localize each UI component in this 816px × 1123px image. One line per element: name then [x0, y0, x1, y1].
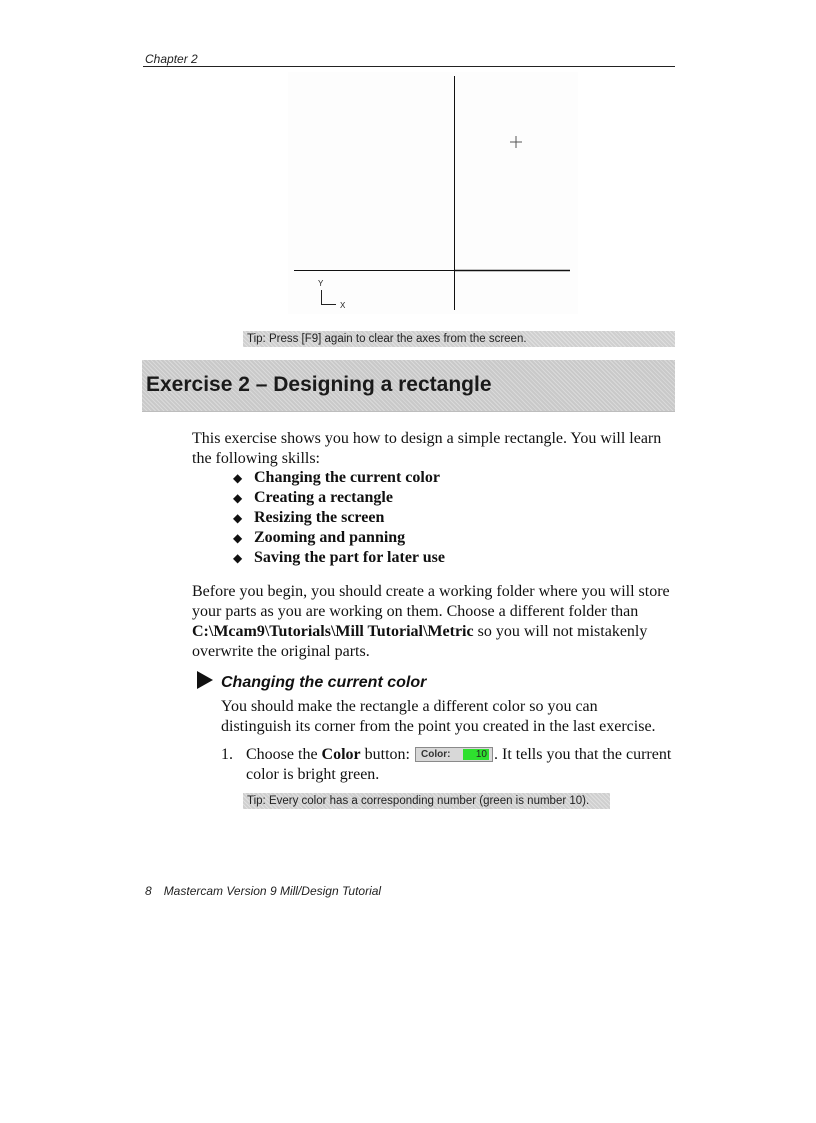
skill-label: Saving the part for later use	[254, 549, 445, 566]
skill-label: Resizing the screen	[254, 509, 385, 526]
color-button[interactable]	[415, 747, 493, 762]
diamond-bullet-icon: ◆	[233, 551, 243, 565]
paragraph-text: Before you begin, you should create a working folder where you will store your parts as you are working on them. Choose a different folder than	[192, 583, 670, 620]
list-item	[233, 508, 445, 528]
list-item	[233, 548, 445, 568]
step-text-part: button:	[360, 746, 414, 763]
exercise-heading-band	[142, 360, 675, 412]
skill-label: Creating a rectangle	[254, 489, 393, 506]
axis-label-x: X	[340, 301, 346, 310]
paragraph-text: so you will not mistakenly overwrite the original parts.	[192, 623, 648, 660]
page-footer	[145, 884, 381, 898]
procedure-arrow-icon	[197, 671, 213, 689]
skills-list	[233, 468, 445, 568]
tip-box	[243, 793, 610, 809]
axis-label-y: Y	[318, 279, 324, 288]
axes-drawing	[288, 72, 578, 314]
header-rule	[143, 66, 675, 67]
color-button-value: 10	[463, 749, 489, 760]
page-number: 8	[145, 884, 152, 898]
list-item	[233, 468, 445, 488]
working-folder-paragraph	[192, 582, 677, 662]
diamond-bullet-icon: ◆	[233, 491, 243, 505]
procedure-heading: Changing the current color	[221, 674, 427, 691]
step-bold-term: Color	[321, 746, 361, 763]
folder-path: C:\Mcam9\Tutorials\Mill Tutorial\Metric	[192, 623, 474, 640]
list-item	[233, 528, 445, 548]
skill-label: Zooming and panning	[254, 529, 406, 546]
intro-paragraph: This exercise shows you how to design a simple rectangle. You will learn the following skills:	[192, 430, 662, 467]
tip-text: Tip: Press [F9] again to clear the axes from the screen.	[247, 333, 527, 345]
step-text-part: Choose the	[246, 746, 322, 763]
axes-figure	[288, 72, 578, 314]
step-number: 1.	[221, 746, 233, 763]
diamond-bullet-icon: ◆	[233, 511, 243, 525]
exercise-title: Exercise 2 – Designing a rectangle	[146, 373, 492, 396]
diamond-bullet-icon: ◆	[233, 471, 243, 485]
running-header: Chapter 2	[145, 52, 198, 66]
color-button-label: Color:	[421, 749, 451, 760]
book-title: Mastercam Version 9 Mill/Design Tutorial	[163, 884, 382, 898]
graphics-area	[288, 72, 578, 314]
diamond-bullet-icon: ◆	[233, 531, 243, 545]
list-item	[233, 488, 445, 508]
procedure-paragraph: You should make the rectangle a different color so you can distinguish its corner from the point you created in the last exercise.	[221, 698, 656, 735]
step-text	[246, 745, 678, 785]
step-text-part: . It tells you that the current color is bright green.	[246, 746, 672, 783]
tip-box	[243, 331, 675, 347]
tip-text: Tip: Every color has a corresponding number (green is number 10).	[247, 795, 590, 807]
skill-label: Changing the current color	[254, 469, 440, 486]
